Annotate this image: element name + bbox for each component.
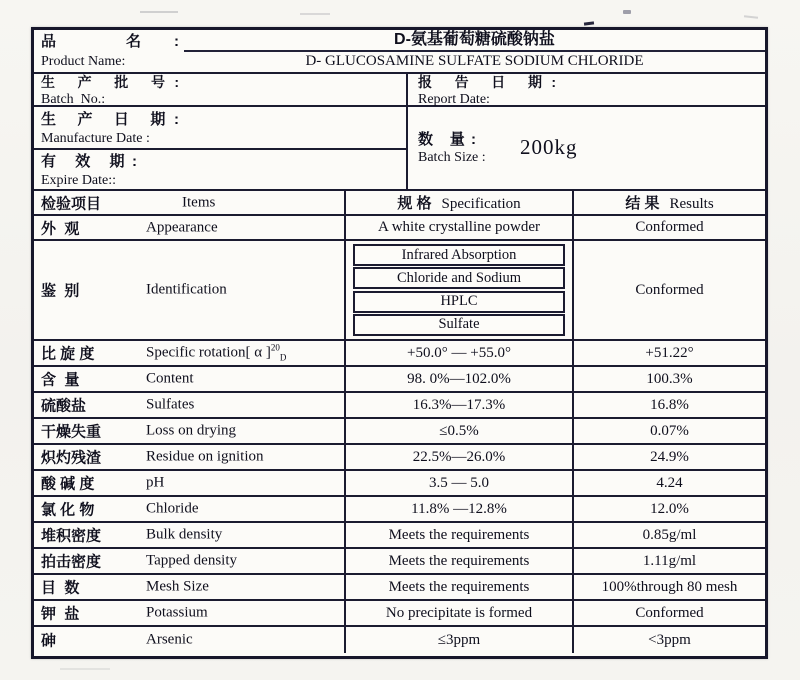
spec-cell bbox=[346, 523, 574, 547]
item-cell bbox=[34, 523, 346, 547]
manufacture-date-cell bbox=[34, 107, 406, 150]
result-cell bbox=[574, 419, 765, 443]
item-cell bbox=[34, 393, 346, 417]
result-value: Conformed bbox=[635, 219, 704, 235]
item-name-cn: 含 量 bbox=[41, 371, 80, 389]
identification-spec-cell bbox=[346, 241, 574, 339]
item-cell bbox=[34, 367, 346, 391]
table-row-specific-rotation bbox=[34, 341, 765, 367]
result-cell bbox=[574, 471, 765, 495]
scan-artifact bbox=[584, 21, 594, 25]
result-cell bbox=[574, 601, 765, 625]
table-row-mesh-size bbox=[34, 575, 765, 601]
product-label-en: Product Name: bbox=[41, 54, 126, 69]
identification-spec-box: Infrared Absorption bbox=[353, 244, 565, 266]
product-name-cn: D-氨基葡萄糖硫酸钠盐 bbox=[184, 30, 765, 52]
table-row-chloride bbox=[34, 497, 765, 523]
result-cell bbox=[574, 575, 765, 599]
report-date-cell bbox=[408, 74, 765, 105]
item-cell bbox=[34, 419, 346, 443]
header-items-cell bbox=[34, 191, 346, 214]
result-value: 4.24 bbox=[656, 474, 683, 491]
spec-value: +50.0° — +55.0° bbox=[407, 344, 511, 361]
product-name-row bbox=[34, 30, 765, 74]
scan-artifact bbox=[140, 11, 178, 13]
result-value: 0.07% bbox=[650, 422, 689, 439]
table-row-loss-on-drying bbox=[34, 419, 765, 445]
item-name-cn: 酸 碱 度 bbox=[41, 475, 95, 493]
item-name-cn: 目 数 bbox=[41, 579, 80, 597]
batch-size-label-cn: 数 量: bbox=[418, 131, 476, 148]
result-cell bbox=[574, 497, 765, 521]
spec-cell bbox=[346, 601, 574, 625]
item-name-en: Potassium bbox=[146, 604, 208, 621]
result-cell bbox=[574, 445, 765, 469]
result-cell bbox=[574, 627, 765, 653]
result-cell bbox=[574, 393, 765, 417]
table-header-row bbox=[34, 191, 765, 216]
item-cell bbox=[34, 575, 346, 599]
spec-value: 16.3%—17.3% bbox=[412, 396, 506, 413]
spec-value: ≤0.5% bbox=[439, 422, 479, 439]
identification-spec-box: Chloride and Sodium bbox=[353, 267, 565, 289]
item-name-en: Bulk density bbox=[146, 526, 223, 543]
item-name-cn: 干燥失重 bbox=[41, 423, 102, 441]
result-value: <3ppm bbox=[648, 631, 691, 648]
item-name-cn: 钾 盐 bbox=[41, 605, 80, 623]
spec-value: Meets the requirements bbox=[388, 526, 530, 543]
result-value: 16.8% bbox=[650, 396, 689, 413]
item-name-en: pH bbox=[146, 474, 165, 491]
item-name-en: Appearance bbox=[146, 219, 218, 235]
result-value: Conformed bbox=[635, 604, 704, 621]
spec-cell bbox=[346, 549, 574, 573]
identification-spec-box: Sulfate bbox=[353, 314, 565, 336]
spec-value: No precipitate is formed bbox=[385, 604, 533, 621]
item-cell bbox=[34, 216, 346, 239]
scan-artifact bbox=[300, 13, 330, 15]
item-name-cn: 砷 bbox=[41, 632, 57, 650]
item-name-cn: 拍击密度 bbox=[41, 553, 102, 571]
spec-value: 11.8% —12.8% bbox=[411, 500, 507, 517]
table-row-potassium bbox=[34, 601, 765, 627]
header-result-cn: 结 果 bbox=[625, 195, 660, 212]
result-value: 0.85g/ml bbox=[642, 526, 697, 543]
dates-row bbox=[34, 107, 765, 191]
spec-cell bbox=[346, 471, 574, 495]
table-row-arsenic bbox=[34, 627, 765, 653]
batch-report-row bbox=[34, 74, 765, 107]
table-row-bulk-density bbox=[34, 523, 765, 549]
rotation-subscript: D bbox=[279, 352, 287, 363]
spec-cell bbox=[346, 341, 574, 365]
item-name-cn: 堆积密度 bbox=[41, 527, 102, 545]
table-row-residue-on-ignition bbox=[34, 445, 765, 471]
batch-no-label-en: Batch No.: bbox=[41, 92, 106, 107]
spec-cell bbox=[346, 216, 574, 239]
header-items-en: Items bbox=[182, 194, 216, 210]
item-name-cn: 硫酸盐 bbox=[41, 397, 87, 415]
header-spec-cell bbox=[346, 191, 574, 214]
batch-size-cell bbox=[408, 107, 765, 189]
report-date-label-en: Report Date: bbox=[418, 92, 490, 107]
product-label-cn: 品 名: bbox=[41, 33, 179, 50]
item-name-en: Tapped density bbox=[146, 552, 238, 569]
item-cell bbox=[34, 549, 346, 573]
spec-cell bbox=[346, 445, 574, 469]
batch-no-label-cn: 生 产 批 号: bbox=[41, 74, 179, 90]
spec-value: Meets the requirements bbox=[388, 552, 530, 569]
result-value: Conformed bbox=[635, 281, 704, 298]
item-name-en: Residue on ignition bbox=[146, 448, 264, 465]
spec-cell bbox=[346, 575, 574, 599]
spec-value: Meets the requirements bbox=[388, 578, 530, 595]
result-cell bbox=[574, 241, 765, 339]
spec-value: 98. 0%—102.0% bbox=[407, 370, 511, 387]
spec-value: 22.5%—26.0% bbox=[412, 448, 506, 465]
item-name-en: Identification bbox=[146, 281, 227, 298]
result-cell bbox=[574, 341, 765, 365]
spec-value: A white crystalline powder bbox=[377, 219, 541, 235]
result-value: +51.22° bbox=[645, 344, 694, 361]
spec-cell bbox=[346, 393, 574, 417]
result-cell bbox=[574, 367, 765, 391]
item-cell bbox=[34, 497, 346, 521]
identification-spec-box: HPLC bbox=[353, 291, 565, 313]
scan-artifact bbox=[623, 10, 631, 14]
result-value: 12.0% bbox=[650, 500, 689, 517]
item-cell bbox=[34, 471, 346, 495]
dates-left-column bbox=[34, 107, 408, 189]
table-row-tapped-density bbox=[34, 549, 765, 575]
rotation-superscript: 20 bbox=[270, 342, 280, 353]
product-value bbox=[184, 30, 765, 72]
item-name-en: Chloride bbox=[146, 500, 199, 517]
scan-artifact bbox=[744, 15, 758, 18]
manufacture-date-label-cn: 生 产 日 期: bbox=[41, 111, 179, 128]
header-spec-cn: 规 格 bbox=[397, 195, 432, 212]
result-cell bbox=[574, 216, 765, 239]
item-cell bbox=[34, 601, 346, 625]
manufacture-date-label-en: Manufacture Date : bbox=[41, 131, 150, 146]
table-row-ph bbox=[34, 471, 765, 497]
report-date-label-cn: 报 告 日 期: bbox=[418, 74, 556, 90]
table-row-sulfates bbox=[34, 393, 765, 419]
header-result-cell bbox=[574, 191, 765, 214]
product-label bbox=[34, 30, 184, 72]
header-items-cn: 检验项目 bbox=[41, 195, 102, 212]
certificate-of-analysis-table bbox=[31, 27, 768, 659]
header-spec-en: Specification bbox=[441, 196, 521, 212]
table-row-identification bbox=[34, 241, 765, 341]
item-name-en: Loss on drying bbox=[146, 422, 236, 439]
result-value: 1.11g/ml bbox=[642, 552, 697, 569]
result-value: 24.9% bbox=[650, 448, 689, 465]
expire-date-label-en: Expire Date:: bbox=[41, 173, 117, 188]
item-name-en: Content bbox=[146, 370, 194, 387]
spec-cell bbox=[346, 497, 574, 521]
item-name-en: Specific rotation[ α ]$^{20}_D$ bbox=[146, 342, 287, 363]
item-cell bbox=[34, 445, 346, 469]
header-result-en: Results bbox=[669, 196, 714, 212]
expire-date-cell bbox=[34, 150, 406, 189]
item-name-cn: 氯 化 物 bbox=[41, 501, 95, 519]
item-cell bbox=[34, 627, 346, 653]
scan-artifact bbox=[60, 668, 110, 670]
table-row-content bbox=[34, 367, 765, 393]
spec-cell bbox=[346, 627, 574, 653]
table-row-appearance bbox=[34, 216, 765, 241]
spec-cell bbox=[346, 367, 574, 391]
batch-no-cell bbox=[34, 74, 408, 105]
item-cell bbox=[34, 241, 346, 339]
item-name-en: Arsenic bbox=[146, 631, 193, 648]
expire-date-label-cn: 有 效 期: bbox=[41, 153, 137, 170]
item-name-cn: 炽灼残渣 bbox=[41, 449, 102, 467]
product-name-en: D- GLUCOSAMINE SULFATE SODIUM CHLORIDE bbox=[305, 53, 644, 69]
item-name-cn: 比 旋 度 bbox=[41, 345, 95, 363]
spec-value: 3.5 — 5.0 bbox=[429, 474, 489, 491]
batch-size-value: 200kg bbox=[520, 135, 578, 159]
spec-cell bbox=[346, 419, 574, 443]
item-name-cn: 鉴 别 bbox=[41, 282, 80, 300]
batch-size-label-en: Batch Size : bbox=[418, 150, 486, 165]
result-cell bbox=[574, 523, 765, 547]
spec-value: ≤3ppm bbox=[437, 631, 481, 648]
item-name-en: Mesh Size bbox=[146, 578, 209, 595]
result-value: 100%through 80 mesh bbox=[601, 578, 738, 595]
result-cell bbox=[574, 549, 765, 573]
item-name-en: Sulfates bbox=[146, 396, 195, 413]
result-value: 100.3% bbox=[646, 370, 693, 387]
item-cell bbox=[34, 341, 346, 365]
item-name-cn: 外 观 bbox=[41, 220, 80, 237]
